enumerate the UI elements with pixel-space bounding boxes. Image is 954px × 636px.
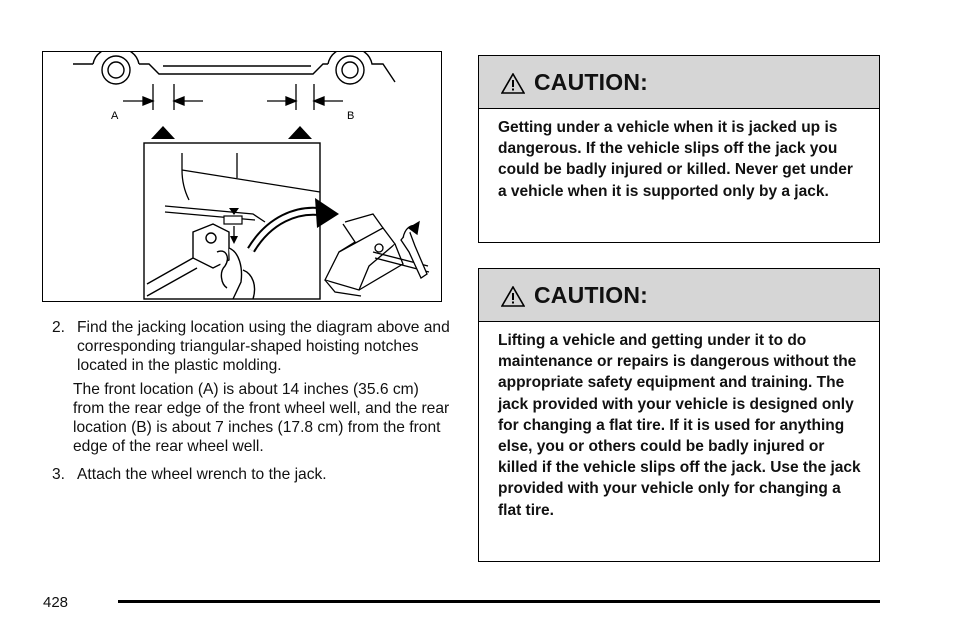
step-3 [50,465,450,484]
caution-header [479,56,879,109]
vehicle-silhouette [73,52,395,84]
step-text: Find the jacking location using the diagram above and corresponding triangular-shaped hoisting notches located in the plastic molding. [77,319,450,374]
label-a: A [111,110,119,122]
step-number: 2. [52,319,66,336]
caution-text: Getting under a vehicle when it is jacked up is dangerous. If the vehicle slips off the jack you could be badly injured or killed. Never get under a vehicle when it is supported only by a jack. [498,119,853,200]
jacking-diagram-illustration [43,52,442,302]
dimension-b [267,84,343,110]
warning-triangle-icon [501,73,525,94]
label-b: B [347,110,355,122]
jacking-location-diagram [42,51,442,302]
footer-rule [118,600,880,603]
caution-text: Lifting a vehicle and getting under it to do maintenance or repairs is dangerous without the appropriate safety equipment and training. The jack provided with your vehicle is designed only for changing a flat tire. If it is used for anything else, you or others could be badly injured or killed if the vehicle slips off the jack. Use the jack provided with your vehicle only for changing a flat tire. [498,332,861,519]
page-number: 428 [43,594,69,611]
wheel-wrench [401,222,427,278]
step-2-note: The front location (A) is about 14 inches (35.6 cm) from the rear edge of the front wheel well, and the rear location (B) is about 7 inches (17.8 cm) from the front edge of the rear wheel well. [73,381,450,455]
curve-arrow-head [315,198,339,228]
caution-title: CAUTION: [534,282,649,308]
caution-title: CAUTION: [534,69,649,95]
caution-header [479,269,879,322]
caution-box-1 [478,55,880,243]
hoist-arrow-b [288,126,312,139]
step-number: 3. [52,466,66,483]
step-2 [50,318,450,375]
notch-pad [224,216,242,224]
instruction-steps [50,318,450,484]
caution-box-2 [478,268,880,562]
dimension-a [123,84,203,110]
warning-triangle-icon [501,286,525,307]
step-text: Attach the wheel wrench to the jack. [77,466,327,483]
hoist-arrow-a [151,126,175,139]
